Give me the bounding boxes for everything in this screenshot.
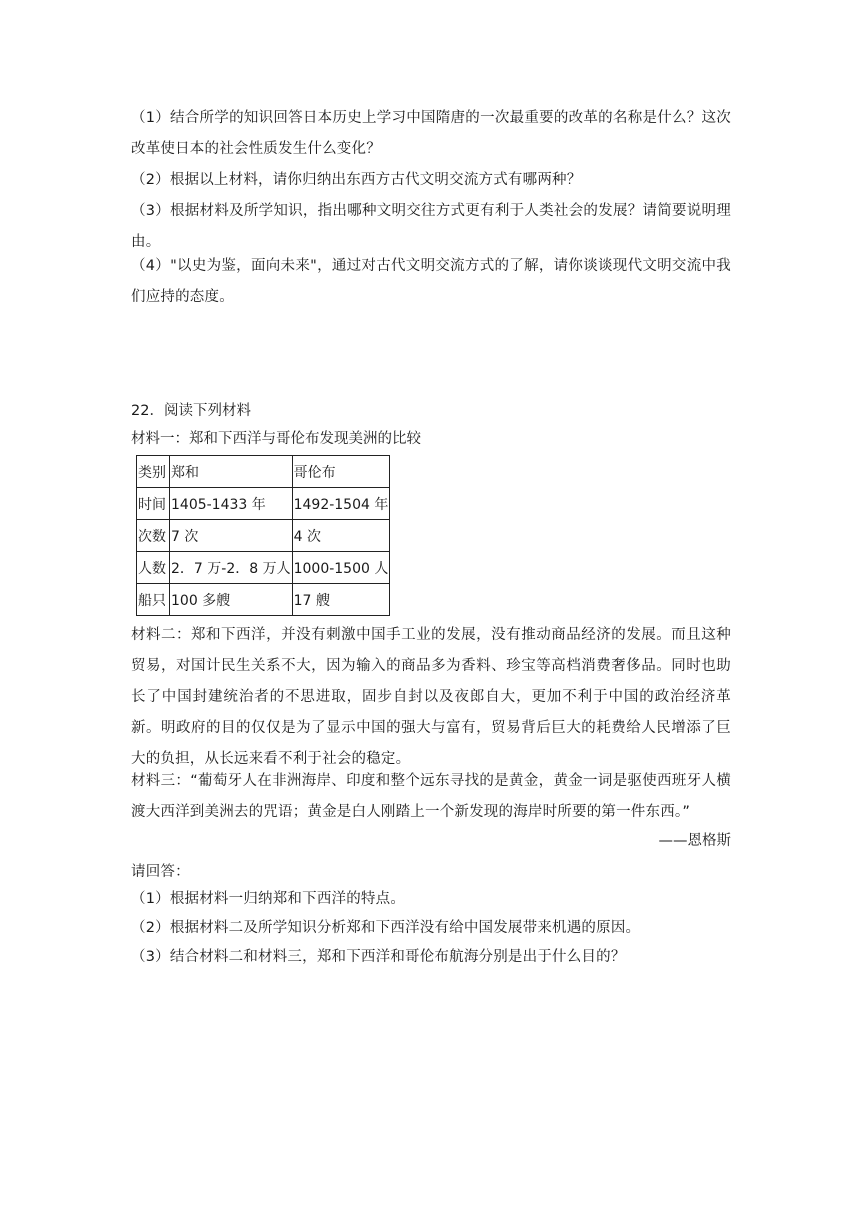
q22-sub1: （1）根据材料一归纳郑和下西洋的特点。 bbox=[131, 891, 406, 907]
answer-prompt: 请回答： bbox=[131, 864, 190, 880]
table-cell: 17 艘 bbox=[292, 584, 390, 616]
table-cell: 时间 bbox=[137, 488, 170, 520]
table-row bbox=[137, 488, 390, 520]
table-cell: 4 次 bbox=[292, 520, 390, 552]
material2: 材料二：郑和下西洋，并没有刺激中国手工业的发展，没有推动商品经济的发展。而且这种贸易，对国计民生关系不大，因为输入的商品多为香料、珍宝等高档消费奢侈品。同时也助长了中国封建统治者的不思进取，固步自封以及夜郎自大，更加不利于中国的政治经济革新。明政府的目的仅仅是为了显示中国的强大与富有，贸易背后巨大的耗费给人民增添了巨大的负担，从长远来看不利于社会的稳定。 bbox=[131, 627, 731, 767]
table-cell: 2．7 万-2．8 万人 bbox=[170, 552, 293, 584]
material3: 材料三：“葡萄牙人在非洲海岸、印度和整个远东寻找的是黄金，黄金一词是驱使西班牙人横渡大西洋到美洲去的咒语；黄金是白人刚踏上一个新发现的海岸时所要的第一件东西。” bbox=[131, 773, 731, 820]
table-cell: 1405-1433 年 bbox=[170, 488, 293, 520]
q21-sub4: （4）"以史为鉴，面向未来"，通过对古代文明交流方式的了解，请你谈谈现代文明交流中我们应持的态度。 bbox=[131, 258, 731, 305]
table-cell: 哥伦布 bbox=[292, 456, 390, 488]
table-cell: 100 多艘 bbox=[170, 584, 293, 616]
table-row bbox=[137, 520, 390, 552]
table-cell: 次数 bbox=[137, 520, 170, 552]
q21-sub1: （1）结合所学的知识回答日本历史上学习中国隋唐的一次最重要的改革的名称是什么？这次改革使日本的社会性质发生什么变化？ bbox=[131, 110, 731, 157]
comparison-table bbox=[136, 455, 390, 616]
q22-title: 22．阅读下列材料 bbox=[131, 403, 251, 419]
table-row bbox=[137, 552, 390, 584]
q22-sub2: （2）根据材料二及所学知识分析郑和下西洋没有给中国发展带来机遇的原因。 bbox=[131, 920, 641, 936]
table-cell: 类别 bbox=[137, 456, 170, 488]
table-row bbox=[137, 584, 390, 616]
table-cell: 1492-1504 年 bbox=[292, 488, 390, 520]
table-cell: 郑和 bbox=[170, 456, 293, 488]
table-cell: 7 次 bbox=[170, 520, 293, 552]
q22-sub3: （3）结合材料二和材料三，郑和下西洋和哥伦布航海分别是出于什么目的？ bbox=[131, 949, 626, 965]
table-header-row bbox=[137, 456, 390, 488]
q21-sub3: （3）根据材料及所学知识，指出哪种文明交往方式更有利于人类社会的发展？请简要说明理由。 bbox=[131, 203, 731, 250]
table-cell: 船只 bbox=[137, 584, 170, 616]
table-cell: 1000-1500 人 bbox=[292, 552, 390, 584]
q21-sub2: （2）根据以上材料，请你归纳出东西方古代文明交流方式有哪两种？ bbox=[131, 172, 582, 188]
table-cell: 人数 bbox=[137, 552, 170, 584]
material1-title: 材料一：郑和下西洋与哥伦布发现美洲的比较 bbox=[131, 431, 421, 447]
material3-source: ——恩格斯 bbox=[658, 833, 731, 849]
